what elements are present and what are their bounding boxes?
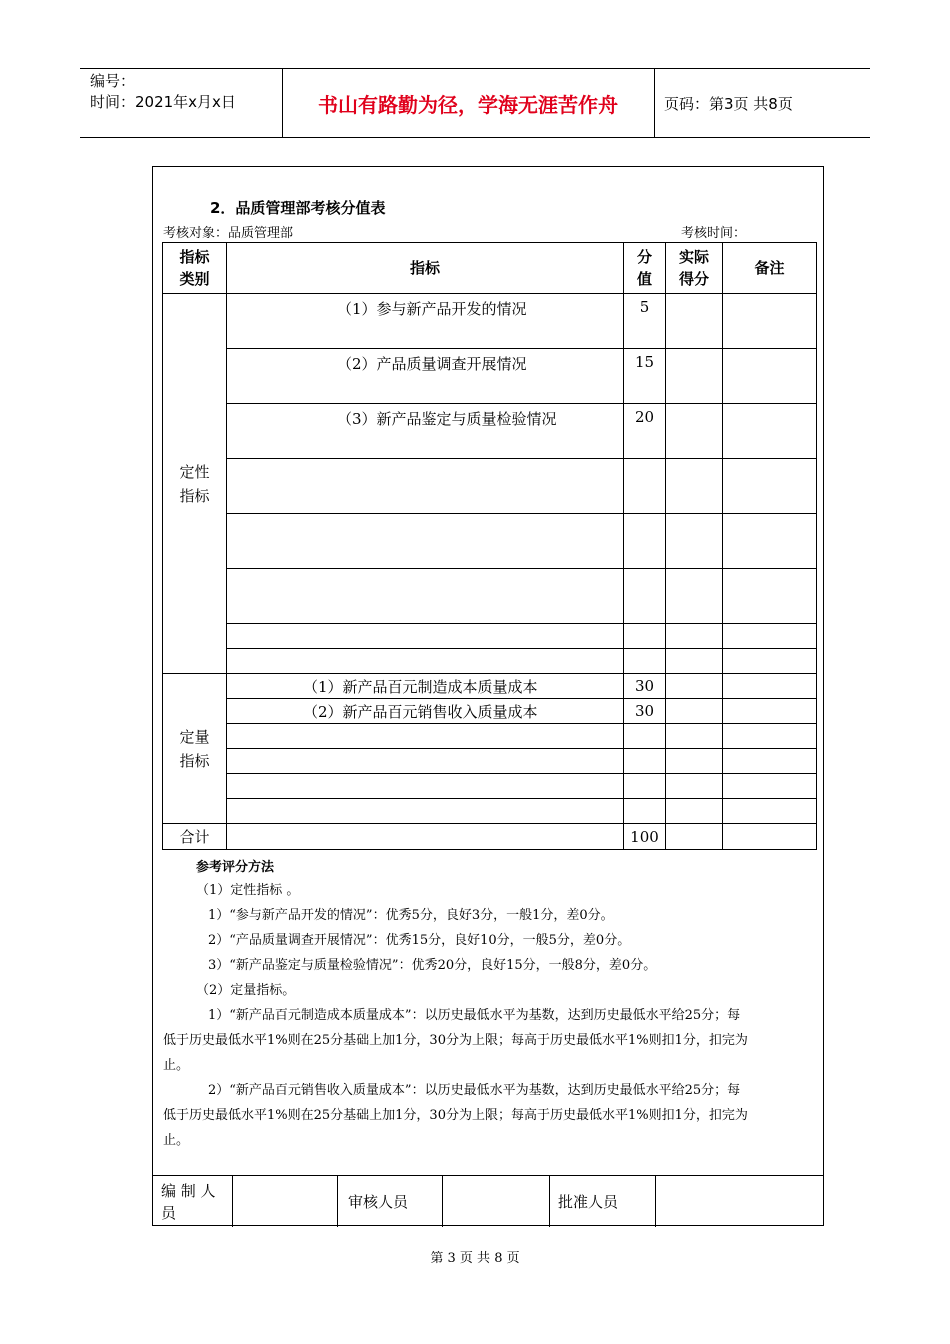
assessment-time: 考核时间： (681, 226, 747, 241)
table-row (163, 294, 817, 349)
header-page-info: 页码：第3页 共8页 (664, 94, 793, 113)
section-title: 2．品质管理部考核分值表 (210, 199, 386, 217)
method-line: 2）“产品质量调查开展情况”：优秀15分，良好10分，一般5分，差0分。 (208, 933, 631, 948)
score-cell: 5 (624, 294, 666, 349)
remark-cell[interactable] (723, 749, 817, 774)
table-row (163, 624, 817, 649)
preparer-label: 编 制 人员 (161, 1181, 216, 1222)
header-score: 分值 (624, 243, 666, 294)
table-row (163, 349, 817, 404)
preparer-field[interactable] (233, 1176, 337, 1227)
indicator-cell (227, 649, 624, 674)
table-row (163, 749, 817, 774)
table-row (163, 514, 817, 569)
total-label: 合计 (163, 824, 227, 850)
remark-cell[interactable] (723, 649, 817, 674)
indicator-cell: （2）产品质量调查开展情况 (227, 349, 624, 404)
header-category: 指标类别 (163, 243, 227, 294)
score-cell: 30 (624, 674, 666, 699)
remark-cell[interactable] (723, 724, 817, 749)
indicator-cell (227, 824, 624, 850)
date-label: 时间：2021年x月x日 (90, 93, 236, 111)
method-qualitative-title: （1）定性指标 。 (196, 883, 300, 898)
indicator-cell (227, 459, 624, 514)
table-header-row (163, 243, 817, 294)
page-header (80, 68, 870, 138)
method-quantitative-title: （2）定量指标。 (196, 983, 296, 998)
actual-score-cell[interactable] (666, 774, 723, 799)
table-row (163, 724, 817, 749)
remark-cell[interactable] (723, 294, 817, 349)
header-actual: 实际得分 (666, 243, 723, 294)
signature-row (152, 1175, 824, 1227)
table-row (163, 799, 817, 824)
remark-cell[interactable] (723, 624, 817, 649)
actual-score-cell[interactable] (666, 749, 723, 774)
remark-cell[interactable] (723, 799, 817, 824)
score-cell (624, 799, 666, 824)
actual-score-cell[interactable] (666, 514, 723, 569)
table-row (163, 674, 817, 699)
indicator-cell: （3）新产品鉴定与质量检验情况 (227, 404, 624, 459)
remark-cell[interactable] (723, 404, 817, 459)
actual-score-cell[interactable] (666, 404, 723, 459)
actual-score-cell[interactable] (666, 824, 723, 850)
actual-score-cell[interactable] (666, 799, 723, 824)
remark-cell[interactable] (723, 674, 817, 699)
header-remark: 备注 (723, 243, 817, 294)
serial-label: 编号： (90, 72, 136, 90)
table-row (163, 699, 817, 724)
method-title: 参考评分方法 (196, 860, 275, 875)
indicator-cell (227, 724, 624, 749)
score-cell: 20 (624, 404, 666, 459)
quantitative-category: 定量指标 (163, 674, 227, 824)
remark-cell[interactable] (723, 699, 817, 724)
assessment-object: 考核对象：品质管理部 (163, 226, 294, 241)
indicator-cell: （1）新产品百元制造成本质量成本 (227, 674, 624, 699)
method-line: 止。 (163, 1133, 190, 1148)
actual-score-cell[interactable] (666, 649, 723, 674)
actual-score-cell[interactable] (666, 294, 723, 349)
table-row (163, 649, 817, 674)
score-cell (624, 514, 666, 569)
indicator-cell (227, 514, 624, 569)
approver-field[interactable] (656, 1176, 822, 1227)
reviewer-label: 审核人员 (348, 1193, 409, 1211)
method-line: 2）“新产品百元销售收入质量成本”：以历史最低水平为基数，达到历史最低水平给25分；每 (208, 1083, 741, 1098)
method-line: 止。 (163, 1058, 190, 1073)
reviewer-field[interactable] (443, 1176, 549, 1227)
remark-cell[interactable] (723, 774, 817, 799)
remark-cell[interactable] (723, 459, 817, 514)
total-row (163, 824, 817, 850)
method-line: 1）“新产品百元制造成本质量成本”：以历史最低水平为基数，达到历史最低水平给25分；每 (208, 1008, 741, 1023)
actual-score-cell[interactable] (666, 724, 723, 749)
score-cell (624, 624, 666, 649)
actual-score-cell[interactable] (666, 459, 723, 514)
score-cell (624, 774, 666, 799)
actual-score-cell[interactable] (666, 674, 723, 699)
method-line: 1）“参与新产品开发的情况”：优秀5分，良好3分，一般1分，差0分。 (208, 908, 614, 923)
indicator-cell (227, 749, 624, 774)
actual-score-cell[interactable] (666, 624, 723, 649)
remark-cell[interactable] (723, 824, 817, 850)
indicator-cell: （1）参与新产品开发的情况 (227, 294, 624, 349)
indicator-cell (227, 799, 624, 824)
header-motto: 书山有路勤为径，学海无涯苦作舟 (318, 92, 618, 117)
actual-score-cell[interactable] (666, 569, 723, 624)
method-line: 3）“新产品鉴定与质量检验情况”：优秀20分，良好15分，一般8分，差0分。 (208, 958, 657, 973)
indicator-cell (227, 774, 624, 799)
approver-label: 批准人员 (558, 1193, 619, 1211)
score-cell (624, 749, 666, 774)
score-cell: 15 (624, 349, 666, 404)
score-cell (624, 569, 666, 624)
method-line: 低于历史最低水平1%则在25分基础上加1分，30分为上限；每高于历史最低水平1%则扣1分，扣完为 (163, 1108, 748, 1123)
table-row (163, 459, 817, 514)
header-indicator: 指标 (227, 243, 624, 294)
score-cell (624, 459, 666, 514)
score-cell (624, 724, 666, 749)
table-row (163, 404, 817, 459)
qualitative-category: 定性指标 (163, 294, 227, 674)
remark-cell[interactable] (723, 514, 817, 569)
remark-cell[interactable] (723, 569, 817, 624)
table-row (163, 774, 817, 799)
header-divider (654, 69, 655, 137)
page-footer: 第 3 页 共 8 页 (430, 1251, 520, 1266)
total-score: 100 (624, 824, 666, 850)
header-meta (90, 71, 236, 113)
indicator-cell (227, 624, 624, 649)
score-cell (624, 649, 666, 674)
indicator-cell (227, 569, 624, 624)
score-table (162, 242, 817, 850)
actual-score-cell[interactable] (666, 699, 723, 724)
actual-score-cell[interactable] (666, 349, 723, 404)
score-cell: 30 (624, 699, 666, 724)
remark-cell[interactable] (723, 349, 817, 404)
method-line: 低于历史最低水平1%则在25分基础上加1分，30分为上限；每高于历史最低水平1%则扣1分，扣完为 (163, 1033, 748, 1048)
table-row (163, 569, 817, 624)
indicator-cell: （2）新产品百元销售收入质量成本 (227, 699, 624, 724)
